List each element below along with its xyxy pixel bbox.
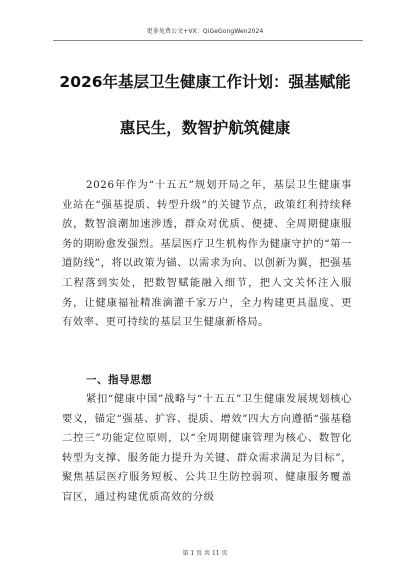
document-title-line-1: 2026年基层卫生健康工作计划：强基赋能: [59, 73, 351, 91]
document-title-line-2: 惠民生，数智护航筑健康: [119, 119, 291, 137]
guiding-ideology-paragraph: 紧扣“健康中国”战略与“十五五”卫生健康发展规划核心要义，锚定“强基、扩容、提质、增效”四大方向遵循“强基稳二控三”功能定位原则，以“全周期健康管理为核心、数智化转型为支撑、服务能力提升为关键、群众需求满足为目标”，聚焦基层医疗服务短板、公共卫生防控弱项、健康服务覆盖盲区，通过构建优质高效的分级: [62, 393, 353, 503]
page-number-footer: 第 1 页 共 11 页: [182, 550, 228, 557]
section-heading-guiding-ideology: 一、指导思想: [86, 374, 152, 386]
page-header: 更多免费公文+VX：QiGeGongWen2024: [146, 28, 264, 35]
intro-paragraph: 2026年作为“十五五”规划开局之年，基层卫生健康事业站在“强基提质、转型升级”的关键节点，政策红利持续释放，数智浪潮加速涉透，群众对优质、便捷、全周期健康服务的期盼愈发强烈。基层医疗卫生机构作为健康守护的“第一道防线”，将以政策为锚、以需求为向、以创新为翼，把强基工程落到实处，把数智赋能融入细节，把人文关怀注入服务，让健康福祉精准滴灌千家万户，全力构建更具温度、更有效率、更可持续的基层卫生健康新格局。: [62, 179, 352, 329]
header-divider: [53, 40, 363, 41]
